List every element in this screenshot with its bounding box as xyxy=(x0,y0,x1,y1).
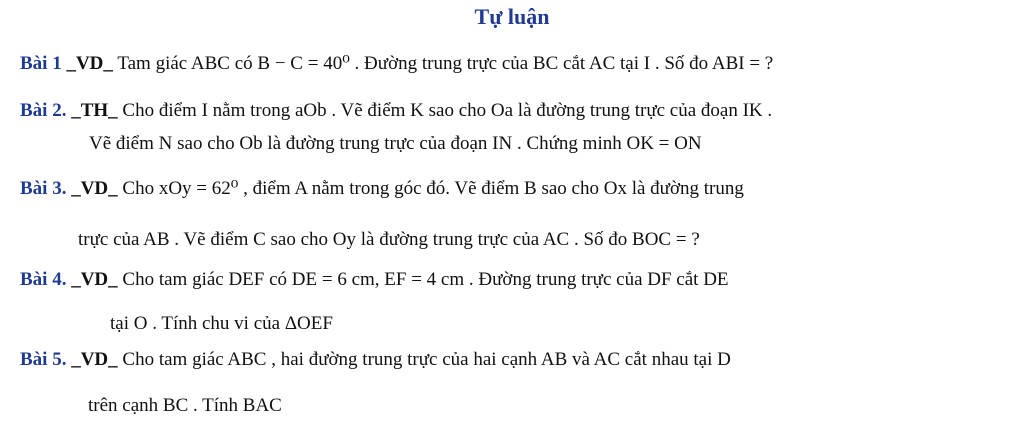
problem-3-line-1 xyxy=(20,177,744,201)
problem-2-line-2 xyxy=(89,132,702,156)
problem-4-tag: _VD_ xyxy=(71,269,118,290)
problem-5-text-1: Cho tam giác ABC , hai đường trung trực của hai cạnh AB và AC cắt nhau tại D xyxy=(122,349,731,370)
problem-5-tag: _VD_ xyxy=(71,349,118,370)
problem-3-text-2: trực của AB . Vẽ điểm C sao cho Oy là đường trung trực của AC . Số đo BOC = ? xyxy=(78,229,700,250)
problem-5-line-1 xyxy=(20,348,731,372)
problem-2-label: Bài 2. xyxy=(20,100,67,121)
problem-1-tag: _VD_ xyxy=(66,53,113,74)
problem-1-line-1 xyxy=(20,52,773,76)
problem-4-text-1: Cho tam giác DEF có DE = 6 cm, EF = 4 cm . Đường trung trực của DF cắt DE xyxy=(122,269,729,290)
problem-1-text-1: Tam giác ABC có B − C = 40⁰ . Đường trung trực của BC cắt AC tại I . Số đo ABI = ? xyxy=(117,53,774,74)
problem-2-text-1: Cho điểm I nằm trong aOb . Vẽ điểm K sao cho Oa là đường trung trực của đoạn IK . xyxy=(122,100,773,121)
problem-2-text-2: Vẽ điểm N sao cho Ob là đường trung trực của đoạn IN . Chứng minh OK = ON xyxy=(89,133,702,154)
problem-4-line-2 xyxy=(110,312,333,336)
problem-4-label: Bài 4. xyxy=(20,269,67,290)
problem-4-line-1 xyxy=(20,268,729,292)
problem-3-line-2 xyxy=(78,228,700,252)
problem-5-label: Bài 5. xyxy=(20,349,67,370)
problem-2-line-1 xyxy=(20,99,772,123)
problem-3-tag: _VD_ xyxy=(71,178,118,199)
problem-5-line-2 xyxy=(88,394,282,418)
problem-3-label: Bài 3. xyxy=(20,178,67,199)
problem-3-text-1: Cho xOy = 62⁰ , điểm A nằm trong góc đó. Vẽ điểm B sao cho Ox là đường trung xyxy=(122,178,744,199)
section-title: Tự luận xyxy=(474,4,550,29)
problem-4-text-2: tại O . Tính chu vi của ΔOEF xyxy=(110,313,333,334)
problem-5-text-2: trên cạnh BC . Tính BAC xyxy=(88,395,282,416)
problem-2-tag: _TH_ xyxy=(71,100,118,121)
problem-1-label: Bài 1 xyxy=(20,53,62,74)
